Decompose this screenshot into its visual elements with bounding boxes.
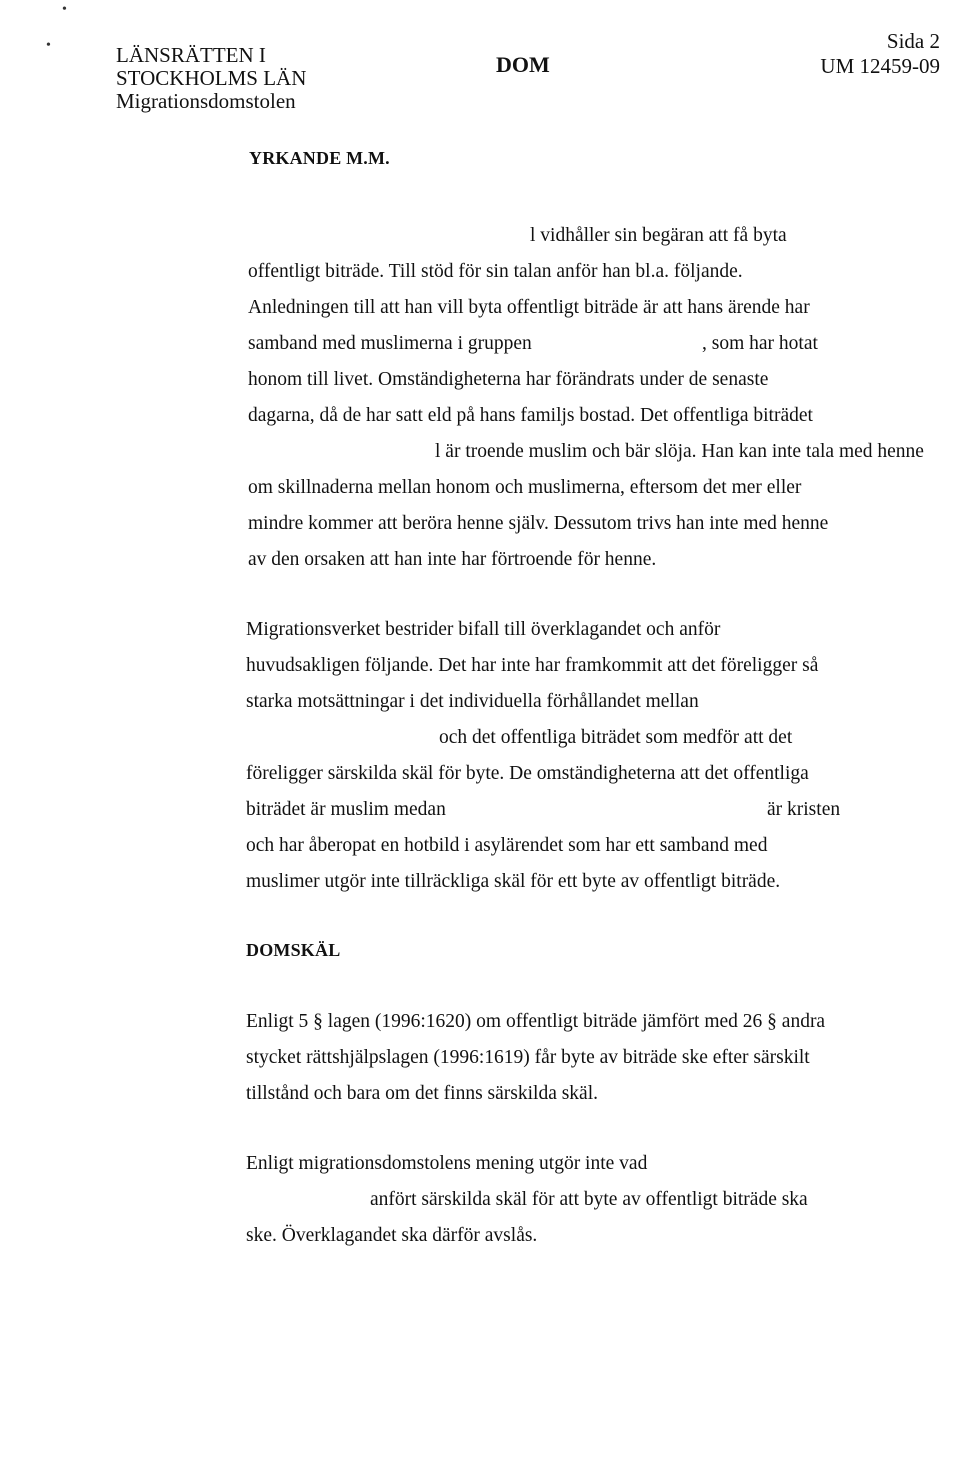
migrationsverket-line: och det offentliga biträdet som medför att det: [439, 727, 793, 748]
case-number: UM 12459-09: [820, 54, 940, 78]
court-name-line1: LÄNSRÄTTEN I: [116, 43, 266, 67]
migrationsverket-line: föreligger särskilda skäl för byte. De omständigheterna att det offentliga: [246, 763, 809, 784]
migrationsverket-line: muslimer utgör inte tillräckliga skäl för ett byte av offentligt biträde.: [246, 871, 781, 892]
court-division: Migrationsdomstolen: [116, 89, 296, 113]
yrkande-line: l vidhåller sin begäran att få byta: [530, 225, 787, 246]
section-heading-domskal: DOMSKÄL: [246, 940, 341, 960]
migrationsverket-line: är kristen: [767, 799, 841, 820]
migrationsverket-line: Migrationsverket bestrider bifall till överklagandet och anför: [246, 619, 721, 640]
migrationsverket-line: starka motsättningar i det individuella förhållandet mellan: [246, 691, 699, 712]
yrkande-line: l är troende muslim och bär slöja. Han kan inte tala med henne: [435, 441, 924, 462]
migrationsverket-line: biträdet är muslim medan: [246, 799, 446, 820]
yrkande-line: av den orsaken att han inte har förtroende för henne.: [248, 549, 657, 570]
domskal-line: tillstånd och bara om det finns särskilda skäl.: [246, 1083, 599, 1104]
domskal-line: ske. Överklagandet ska därför avslås.: [246, 1225, 538, 1246]
yrkande-line: , som har hotat: [702, 333, 818, 354]
yrkande-line: offentligt biträde. Till stöd för sin talan anför han bl.a. följande.: [248, 261, 743, 282]
section-heading-yrkande: YRKANDE M.M.: [249, 148, 390, 168]
migrationsverket-line: huvudsakligen följande. Det har inte har framkommit att det föreligger så: [246, 655, 819, 676]
domskal-line: anfört särskilda skäl för att byte av offentligt biträde ska: [370, 1189, 808, 1210]
document-type: DOM: [496, 52, 550, 77]
yrkande-line: mindre kommer att beröra henne själv. Dessutom trivs han inte med henne: [248, 513, 829, 534]
court-name-line2: STOCKHOLMS LÄN: [116, 66, 307, 90]
scan-speck: •: [62, 2, 67, 17]
yrkande-line: Anledningen till att han vill byta offentligt biträde är att hans ärende har: [248, 297, 810, 318]
scan-speck: •: [46, 38, 51, 53]
domskal-line: Enligt migrationsdomstolens mening utgör inte vad: [246, 1153, 648, 1174]
domskal-line: Enligt 5 § lagen (1996:1620) om offentligt biträde jämfört med 26 § andra: [246, 1011, 826, 1032]
yrkande-line: honom till livet. Omständigheterna har förändrats under de senaste: [248, 369, 769, 390]
domskal-line: stycket rättshjälpslagen (1996:1619) får byte av biträde ske efter särskilt: [246, 1047, 810, 1068]
yrkande-line: samband med muslimerna i gruppen: [248, 333, 532, 354]
yrkande-line: om skillnaderna mellan honom och muslimerna, eftersom det mer eller: [248, 477, 802, 498]
yrkande-line: dagarna, då de har satt eld på hans familjs bostad. Det offentliga biträdet: [248, 405, 813, 426]
migrationsverket-line: och har åberopat en hotbild i asylärendet som har ett samband med: [246, 835, 768, 856]
page-number: Sida 2: [886, 29, 940, 53]
